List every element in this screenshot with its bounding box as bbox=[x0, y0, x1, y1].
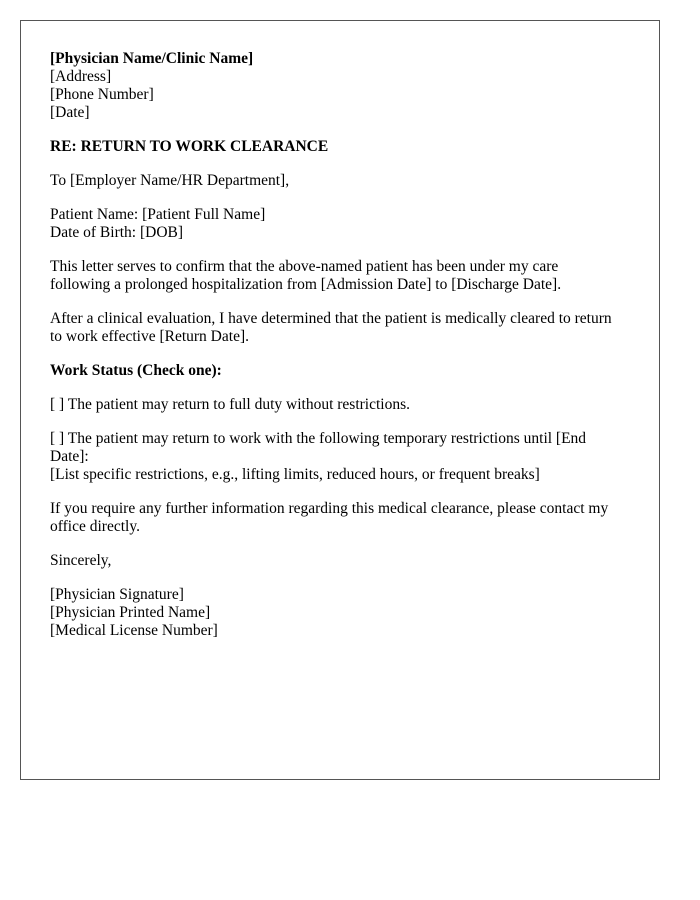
work-status-option-full-duty: [ ] The patient may return to full duty without restrictions. bbox=[50, 396, 411, 413]
restrictions-list: [List specific restrictions, e.g., lifting limits, reduced hours, or frequent breaks] bbox=[50, 466, 540, 483]
contact-line-1: If you require any further information regarding this medical clearance, please contact my bbox=[50, 500, 609, 517]
confirmation-line-1: This letter serves to confirm that the above-named patient has been under my care bbox=[50, 258, 559, 275]
restricted-option-line-1: [ ] The patient may return to work with the following temporary restrictions until [End bbox=[50, 430, 587, 447]
confirmation-paragraph bbox=[50, 258, 635, 294]
letter-content bbox=[50, 50, 635, 640]
physician-printed-name: [Physician Printed Name] bbox=[50, 604, 211, 621]
contact-paragraph bbox=[50, 500, 635, 536]
patient-name: Patient Name: [Patient Full Name] bbox=[50, 206, 266, 223]
signature-block bbox=[50, 586, 635, 640]
contact-line-2: office directly. bbox=[50, 518, 140, 535]
confirmation-line-2: following a prolonged hospitalization from [Admission Date] to [Discharge Date]. bbox=[50, 276, 562, 293]
medical-license-number: [Medical License Number] bbox=[50, 622, 218, 639]
subject-line: RE: RETURN TO WORK CLEARANCE bbox=[50, 138, 329, 155]
phone-number: [Phone Number] bbox=[50, 86, 154, 103]
physician-clinic-name: [Physician Name/Clinic Name] bbox=[50, 50, 254, 67]
letter-date: [Date] bbox=[50, 104, 90, 121]
patient-dob: Date of Birth: [DOB] bbox=[50, 224, 184, 241]
evaluation-paragraph bbox=[50, 310, 635, 346]
salutation: To [Employer Name/HR Department], bbox=[50, 172, 290, 189]
evaluation-line-2: to work effective [Return Date]. bbox=[50, 328, 249, 345]
signoff: Sincerely, bbox=[50, 552, 112, 569]
physician-signature: [Physician Signature] bbox=[50, 586, 184, 603]
restricted-option-line-2: Date]: bbox=[50, 448, 89, 465]
work-status-heading: Work Status (Check one): bbox=[50, 362, 222, 379]
letter-page bbox=[20, 20, 660, 780]
work-status-option-restricted bbox=[50, 430, 635, 484]
evaluation-line-1: After a clinical evaluation, I have determined that the patient is medically cleared to return bbox=[50, 310, 612, 327]
patient-info bbox=[50, 206, 635, 242]
letterhead bbox=[50, 50, 635, 122]
address: [Address] bbox=[50, 68, 112, 85]
